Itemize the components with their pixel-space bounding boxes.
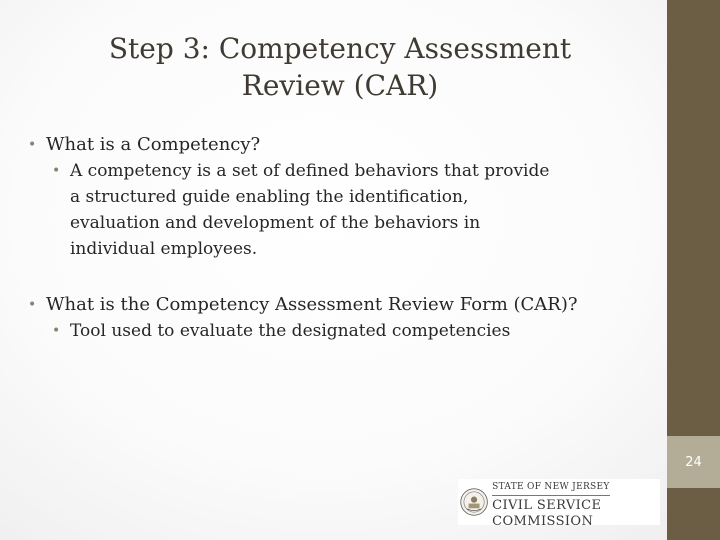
answer-line: a structured guide enabling the identification, — [70, 187, 469, 207]
title-line-2: Review (CAR) — [241, 69, 439, 102]
bullet-icon: • — [28, 297, 37, 313]
title-line-1: Step 3: Competency Assessment — [108, 32, 572, 65]
bullet-icon: • — [28, 137, 37, 153]
slide-body — [28, 132, 658, 344]
answer-line: A competency is a set of defined behaviors that provide — [70, 161, 550, 181]
sub-bullet-item-q1-answer — [28, 158, 658, 262]
civil-service-commission-logo — [458, 479, 660, 529]
page-number: 24 — [667, 436, 720, 488]
sub-bullet-item-q2-answer — [28, 318, 658, 344]
logo-text — [492, 474, 660, 530]
answer-line: individual employees. — [70, 239, 258, 259]
q2-answer-text: Tool used to evaluate the designated competencies — [70, 321, 511, 341]
logo-line-2: CIVIL SERVICE COMMISSION — [492, 498, 602, 529]
q1-text: What is a Competency? — [46, 134, 261, 155]
bullet-icon: • — [52, 163, 61, 179]
q2-text: What is the Competency Assessment Review Form (CAR)? — [46, 294, 578, 315]
answer-line: evaluation and development of the behaviors in — [70, 213, 481, 233]
bullet-icon: • — [52, 323, 61, 339]
bullet-item-q1 — [28, 132, 658, 158]
state-seal-icon — [460, 484, 488, 520]
logo-line-1: STATE OF NEW JERSEY — [492, 481, 610, 496]
slide-title — [40, 30, 640, 104]
bullet-item-q2 — [28, 292, 658, 318]
